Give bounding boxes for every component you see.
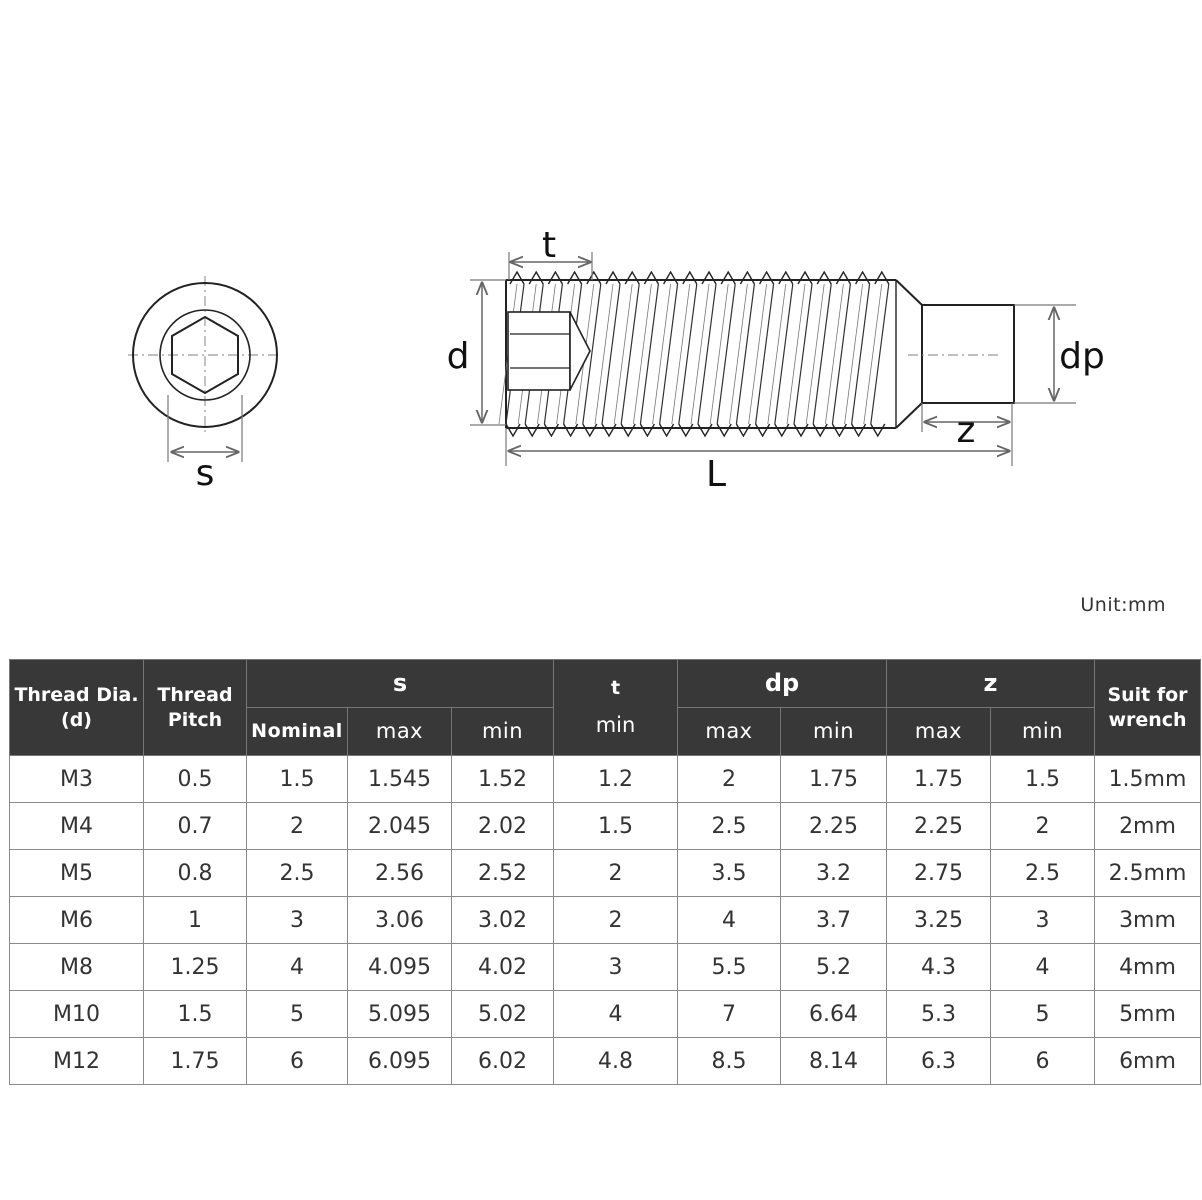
header-s-max: max [348,708,452,756]
table-cell: 5 [991,991,1095,1038]
table-cell: 6.64 [781,991,887,1038]
table-cell: 2.5mm [1095,850,1201,897]
table-cell: M10 [10,991,144,1038]
table-cell: 5mm [1095,991,1201,1038]
header-dp: dp [678,660,887,708]
table-row [10,756,1201,803]
table-cell: 6 [247,1038,348,1085]
table-cell: 5.3 [887,991,991,1038]
table-cell: 3.25 [887,897,991,944]
table-cell: 3 [247,897,348,944]
table-cell: 1 [144,897,247,944]
table-cell: 3mm [1095,897,1201,944]
table-cell: 8.14 [781,1038,887,1085]
label-dp: dp [1059,336,1105,377]
header-s-nominal: Nominal [247,708,348,756]
table-cell: 1.52 [452,756,554,803]
spec-table [9,659,1201,1085]
table-cell: M5 [10,850,144,897]
table-cell: 1.75 [887,756,991,803]
label-z: z [956,410,976,451]
table-cell: 1.5 [554,803,678,850]
table-cell: 5.02 [452,991,554,1038]
header-s: s [247,660,554,708]
label-s: s [195,453,215,494]
table-cell: 5.095 [348,991,452,1038]
table-cell: 6.3 [887,1038,991,1085]
header-z-max: max [887,708,991,756]
table-cell: 6.095 [348,1038,452,1085]
header-dp-max: max [678,708,781,756]
table-cell: 3.5 [678,850,781,897]
table-cell: 1.75 [144,1038,247,1085]
side-view [470,252,1076,466]
table-cell: M4 [10,803,144,850]
table-cell: 4.3 [887,944,991,991]
table-cell: 1.5mm [1095,756,1201,803]
table-cell: 2.045 [348,803,452,850]
table-cell: 2.75 [887,850,991,897]
table-cell: 4 [678,897,781,944]
header-z: z [887,660,1095,708]
table-cell: 2.02 [452,803,554,850]
table-row [10,1038,1201,1085]
table-cell: 2.25 [781,803,887,850]
table-cell: 3.06 [348,897,452,944]
table-cell: 7 [678,991,781,1038]
table-cell: 3 [554,944,678,991]
dog-point [922,305,1014,403]
table-cell: M8 [10,944,144,991]
table-row [10,897,1201,944]
table-cell: 2 [554,850,678,897]
table-cell: 6.02 [452,1038,554,1085]
table-cell: 1.545 [348,756,452,803]
header-dp-min: min [781,708,887,756]
table-cell: M3 [10,756,144,803]
header-t: t min [554,660,678,756]
table-cell: 2.52 [452,850,554,897]
table-cell: 1.5 [991,756,1095,803]
table-cell: 2.25 [887,803,991,850]
table-row [10,850,1201,897]
table-cell: 3 [991,897,1095,944]
table-cell: 2.5 [678,803,781,850]
table-cell: 3.2 [781,850,887,897]
table-cell: 4.8 [554,1038,678,1085]
table-cell: 4.095 [348,944,452,991]
header-thread-pitch: Thread Pitch [144,660,247,756]
table-cell: 2.5 [991,850,1095,897]
table-cell: 2 [554,897,678,944]
table-cell: 0.5 [144,756,247,803]
table-cell: 4 [991,944,1095,991]
table-cell: 2 [247,803,348,850]
table-cell: 4 [247,944,348,991]
table-cell: 1.2 [554,756,678,803]
table-cell: 1.5 [247,756,348,803]
table-cell: 1.5 [144,991,247,1038]
set-screw-drawing [0,0,1202,560]
table-cell: 0.8 [144,850,247,897]
spec-table-body [10,756,1201,1085]
table-cell: 2.5 [247,850,348,897]
table-cell: 4mm [1095,944,1201,991]
table-cell: 6mm [1095,1038,1201,1085]
header-wrench: Suit for wrench [1095,660,1201,756]
table-cell: 2.56 [348,850,452,897]
table-cell: 3.02 [452,897,554,944]
table-cell: M12 [10,1038,144,1085]
unit-label: Unit:mm [1080,594,1166,616]
header-z-min: min [991,708,1095,756]
table-cell: 1.75 [781,756,887,803]
table-cell: 5.5 [678,944,781,991]
table-cell: 2 [678,756,781,803]
table-cell: 4.02 [452,944,554,991]
table-cell: 5.2 [781,944,887,991]
table-cell: 0.7 [144,803,247,850]
header-s-min: min [452,708,554,756]
table-cell: M6 [10,897,144,944]
header-thread-dia: Thread Dia. (d) [10,660,144,756]
table-row [10,991,1201,1038]
end-view [128,276,282,462]
table-cell: 5 [247,991,348,1038]
label-t: t [541,225,557,266]
table-cell: 1.25 [144,944,247,991]
table-cell: 2 [991,803,1095,850]
table-cell: 2mm [1095,803,1201,850]
label-d: d [446,336,470,377]
table-cell: 8.5 [678,1038,781,1085]
table-cell: 6 [991,1038,1095,1085]
table-row [10,803,1201,850]
label-l: L [705,454,727,495]
table-cell: 4 [554,991,678,1038]
table-row [10,944,1201,991]
table-cell: 3.7 [781,897,887,944]
